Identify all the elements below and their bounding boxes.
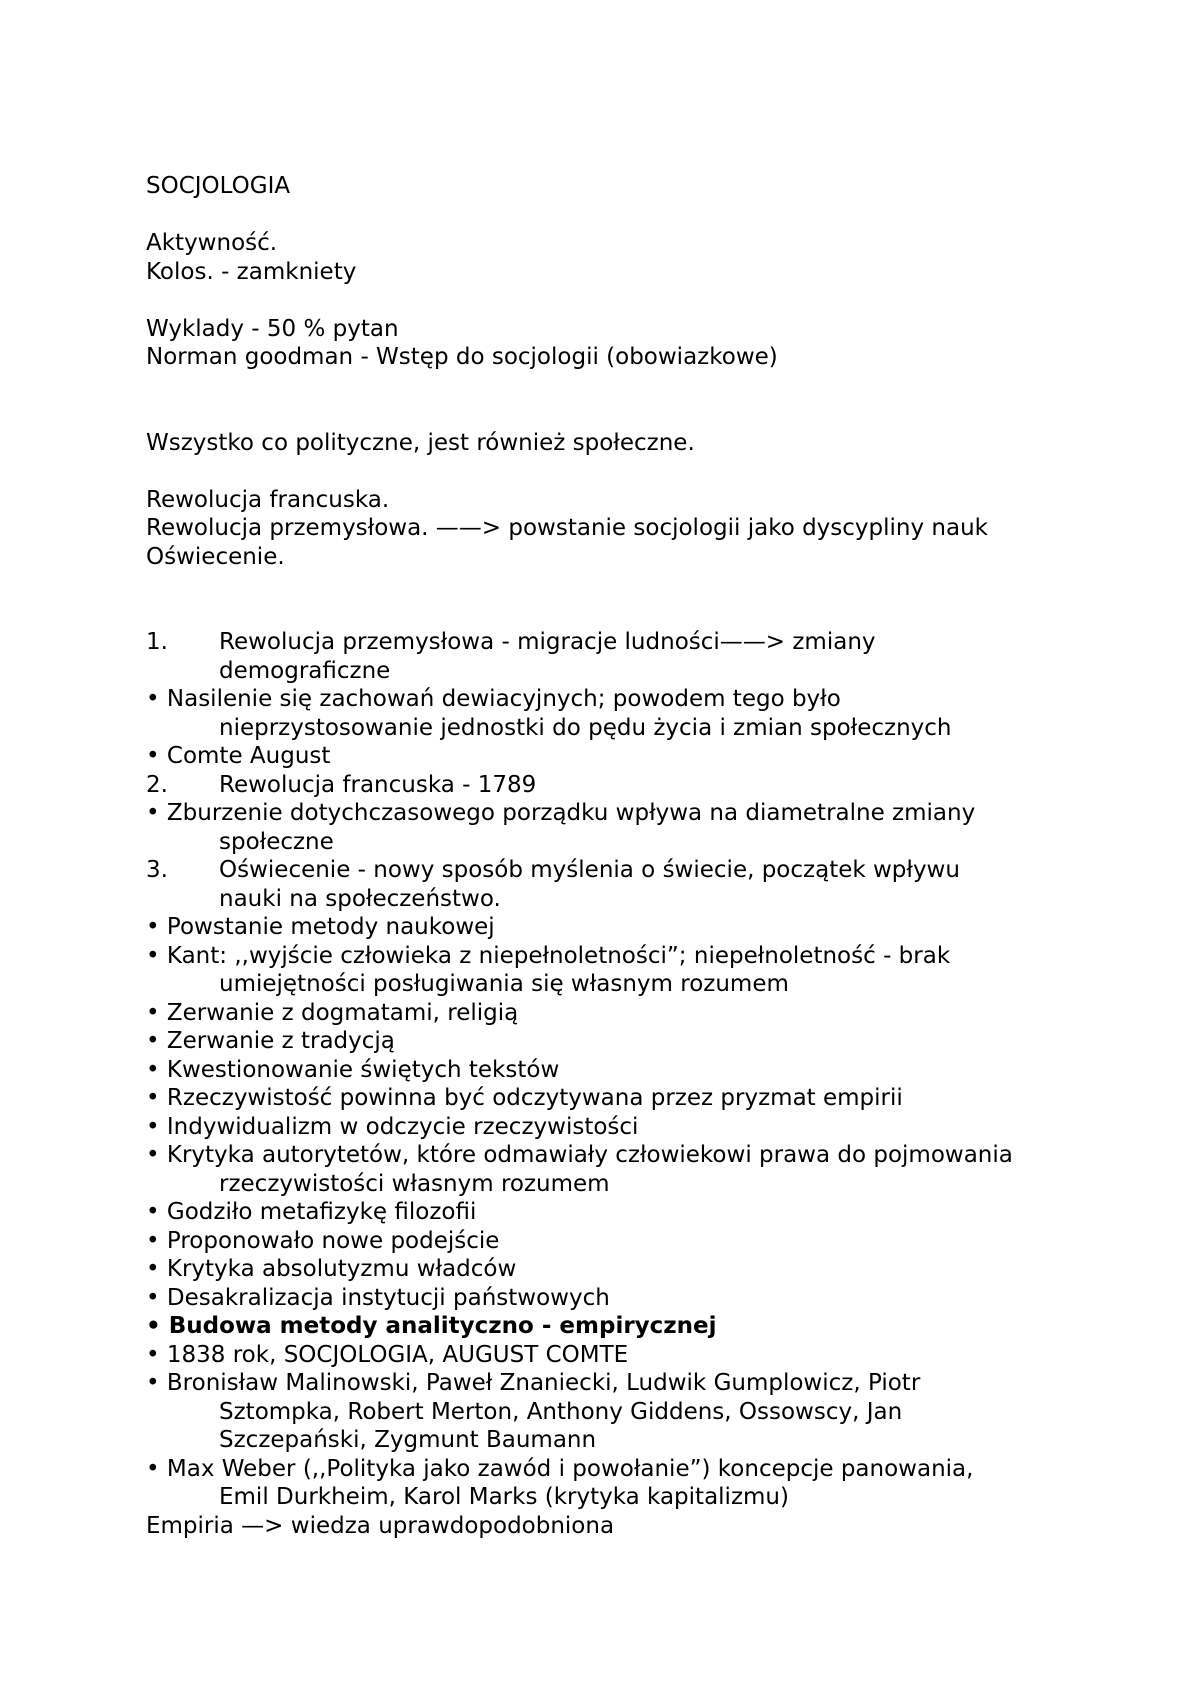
list-item-continuation: nieprzystosowanie jednostki do pędu życia i zmian społecznych xyxy=(219,714,952,741)
list-item-text: Kant: ,,wyjście człowieka z niepełnoletności”; niepełnoletność - brak xyxy=(166,942,951,969)
bullet-item xyxy=(146,1227,1146,1256)
bullet-item xyxy=(146,1341,1146,1370)
revolution-line-enlightenment: Oświecenie. xyxy=(146,543,285,570)
list-item-text: Zerwanie z tradycją xyxy=(166,1028,395,1054)
list-item-text: Proponowało nowe podejście xyxy=(166,1227,500,1254)
bullet-item xyxy=(146,1056,1146,1085)
bullet-item xyxy=(146,1113,1146,1142)
list-item-text: Rewolucja przemysłowa - migracje ludności——> zmiany xyxy=(219,629,876,655)
bullet-icon: • xyxy=(146,1256,160,1282)
list-item-text: Desakralizacja instytucji państwowych xyxy=(166,1284,610,1311)
list-item-text: Oświecenie - nowy sposób myślenia o świecie, początek wpływu xyxy=(219,857,960,883)
list-number: 2. xyxy=(146,771,168,798)
list-item-continuation: nauki na społeczeństwo. xyxy=(219,885,501,912)
revolution-line-industrial: Rewolucja przemysłowa. ——> powstanie socjologii jako dyscypliny nauk xyxy=(146,515,988,541)
header-line-exam: Kolos. - zamkniety xyxy=(146,258,357,285)
closing-line: Empiria —> wiedza uprawdopodobniona xyxy=(146,1512,615,1539)
bullet-icon: • xyxy=(146,1341,160,1368)
list-number: 1. xyxy=(146,629,168,655)
bullet-item xyxy=(146,1027,1146,1056)
notes-list xyxy=(146,628,1146,1512)
bullet-item xyxy=(146,1455,1146,1512)
bullet-item xyxy=(146,742,1146,771)
document-body xyxy=(146,172,1146,1540)
bullet-icon: • xyxy=(146,1142,160,1168)
bullet-icon: • xyxy=(146,1455,160,1482)
list-item-text: Nasilenie się zachowań dewiacyjnych; powodem tego było xyxy=(166,686,841,712)
list-item-continuation: Szczepański, Zygmunt Baumann xyxy=(219,1427,597,1453)
list-item-text: Comte August xyxy=(166,743,331,769)
bullet-item xyxy=(146,1284,1146,1313)
bullet-icon: • xyxy=(146,1284,160,1311)
bullet-item xyxy=(146,685,1146,742)
list-item-continuation: Sztompka, Robert Merton, Anthony Giddens, Ossowscy, Jan xyxy=(219,1398,903,1425)
bullet-icon: • xyxy=(146,942,160,969)
bullet-icon: • xyxy=(146,1313,161,1339)
list-item-continuation: demograficzne xyxy=(219,657,391,684)
bullet-icon: • xyxy=(146,1227,160,1254)
numbered-item xyxy=(146,771,1146,800)
list-item-text: Krytyka absolutyzmu władców xyxy=(166,1256,517,1282)
numbered-item xyxy=(146,628,1146,685)
bullet-icon: • xyxy=(146,1199,160,1225)
list-item-text: Rzeczywistość powinna być odczytywana przez pryzmat empirii xyxy=(166,1085,903,1111)
bullet-icon: • xyxy=(146,743,160,769)
list-item-text: Max Weber (,,Polityka jako zawód i powołanie”) koncepcje panowania, xyxy=(166,1455,974,1482)
list-item-text: Rewolucja francuska - 1789 xyxy=(219,771,537,798)
list-item-text: Zerwanie z dogmatami, religią xyxy=(166,999,519,1026)
document-title: SOCJOLOGIA xyxy=(146,173,291,199)
bullet-item xyxy=(146,1312,1146,1341)
bullet-icon: • xyxy=(146,686,160,712)
bullet-item xyxy=(146,1084,1146,1113)
bullet-icon: • xyxy=(146,1113,160,1140)
list-item-text: Zburzenie dotychczasowego porządku wpływa na diametralne zmiany xyxy=(166,800,976,826)
list-item-text: 1838 rok, SOCJOLOGIA, AUGUST COMTE xyxy=(166,1341,629,1368)
bullet-item xyxy=(146,913,1146,942)
list-item-continuation: umiejętności posługiwania się własnym rozumem xyxy=(219,971,789,997)
list-item-text: Powstanie metody naukowej xyxy=(166,914,495,940)
info-line-book: Norman goodman - Wstęp do socjologii (obowiazkowe) xyxy=(146,344,778,370)
bullet-item xyxy=(146,1255,1146,1284)
bullet-icon: • xyxy=(146,999,160,1026)
bullet-icon: • xyxy=(146,1370,160,1396)
list-item-continuation: Emil Durkheim, Karol Marks (krytyka kapitalizmu) xyxy=(219,1484,789,1510)
list-item-text: Indywidualizm w odczycie rzeczywistości xyxy=(166,1113,639,1140)
bullet-item xyxy=(146,1369,1146,1455)
bullet-icon: • xyxy=(146,800,160,826)
info-line-lectures: Wyklady - 50 % pytan xyxy=(146,315,399,342)
list-item-text: Krytyka autorytetów, które odmawiały człowiekowi prawa do pojmowania xyxy=(166,1142,1013,1168)
bullet-item xyxy=(146,1141,1146,1198)
numbered-item xyxy=(146,856,1146,913)
list-item-text: Budowa metody analityczno - empirycznej xyxy=(168,1313,717,1339)
bullet-item xyxy=(146,1198,1146,1227)
quote-line: Wszystko co polityczne, jest również społeczne. xyxy=(146,429,695,456)
bullet-item xyxy=(146,999,1146,1028)
bullet-icon: • xyxy=(146,1085,160,1111)
list-item-continuation: rzeczywistości własnym rozumem xyxy=(219,1170,610,1197)
revolution-line-french: Rewolucja francuska. xyxy=(146,486,390,513)
header-line-activity: Aktywność. xyxy=(146,230,278,256)
bullet-icon: • xyxy=(146,914,160,940)
bullet-item xyxy=(146,942,1146,999)
list-number: 3. xyxy=(146,857,168,883)
list-item-continuation: społeczne xyxy=(219,828,334,855)
bullet-item xyxy=(146,799,1146,856)
bullet-icon: • xyxy=(146,1056,160,1083)
list-item-text: Bronisław Malinowski, Paweł Znaniecki, Ludwik Gumplowicz, Piotr xyxy=(166,1370,921,1396)
list-item-text: Kwestionowanie świętych tekstów xyxy=(166,1056,560,1083)
list-item-text: Godziło metafizykę filozofii xyxy=(166,1199,477,1225)
bullet-icon: • xyxy=(146,1028,160,1054)
